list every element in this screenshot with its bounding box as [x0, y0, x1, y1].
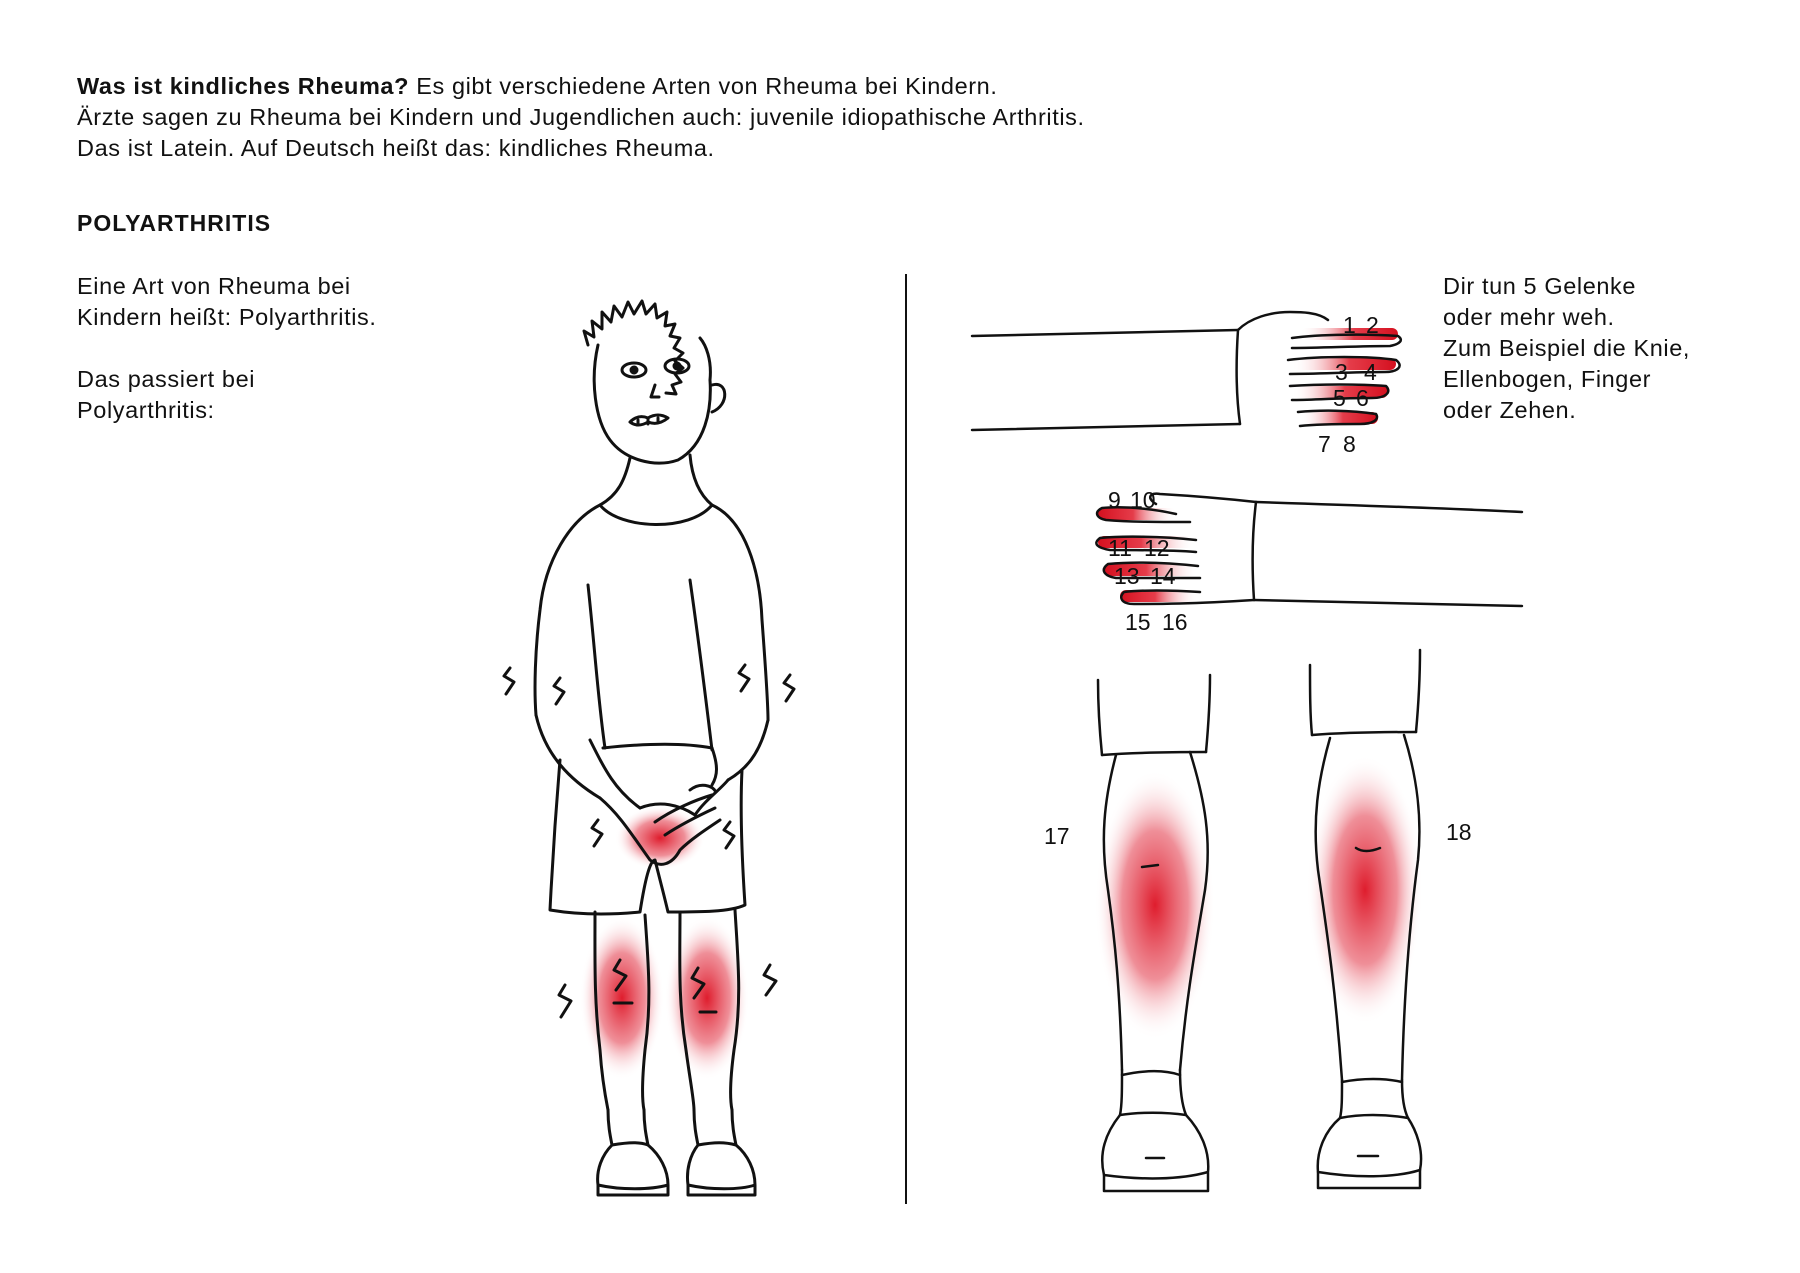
ear [712, 384, 725, 412]
hand-pain [615, 806, 705, 870]
joint-label-9: 9 [1108, 487, 1121, 513]
arm-right [712, 720, 768, 785]
joint-label-3: 3 [1335, 359, 1348, 385]
nose [651, 385, 659, 397]
joint-label-2: 2 [1366, 312, 1379, 338]
left-p1-line1: Eine Art von Rheuma bei [77, 273, 351, 299]
intro-line-2: Ärzte sagen zu Rheuma bei Kindern und Jugendlichen auch: juvenile idiopathische Arthritis. [77, 104, 1085, 130]
knee-pain-17 [1095, 770, 1215, 1040]
right-line-1: Dir tun 5 Gelenke [1443, 273, 1637, 299]
left-p2-line2: Polyarthritis: [77, 397, 215, 423]
knee-pain-left [580, 916, 664, 1080]
intro-line-3: Das ist Latein. Auf Deutsch heißt das: kindliches Rheuma. [77, 135, 715, 161]
joint-label-7: 7 [1318, 431, 1331, 457]
intro-line-1-rest: Es gibt verschiedene Arten von Rheuma bei Kindern. [409, 73, 998, 99]
left-p1-line2: Kindern heißt: Polyarthritis. [77, 304, 377, 330]
arm-left [536, 715, 640, 808]
right-line-2: oder mehr weh. [1443, 304, 1615, 330]
joint-label-15: 15 [1125, 609, 1151, 635]
joint-label-8: 8 [1343, 431, 1356, 457]
legs-drawing [1095, 650, 1423, 1191]
left-p2-line1: Das passiert bei [77, 366, 256, 392]
intro-question: Was ist kindliches Rheuma? [77, 73, 410, 99]
right-line-5: oder Zehen. [1443, 397, 1577, 423]
right-line-4: Ellenbogen, Finger [1443, 366, 1652, 392]
joint-label-18: 18 [1446, 819, 1472, 845]
joint-label-6: 6 [1356, 385, 1369, 411]
joint-label-10: 10 [1130, 487, 1156, 513]
joint-numbers [1044, 312, 1472, 849]
mouth [630, 415, 668, 425]
joint-label-13: 13 [1114, 563, 1140, 589]
shoe-left [598, 1145, 668, 1195]
joint-label-14: 14 [1150, 563, 1176, 589]
joint-label-1: 1 [1343, 312, 1356, 338]
child-figure [504, 301, 794, 1195]
right-line-3: Zum Beispiel die Knie, [1443, 335, 1691, 361]
section-heading: POLYARTHRITIS [77, 210, 272, 236]
joint-label-11: 11 [1108, 535, 1132, 561]
joint-label-5: 5 [1333, 385, 1346, 411]
joint-label-17: 17 [1044, 823, 1070, 849]
joint-label-4: 4 [1364, 359, 1377, 385]
head [594, 338, 710, 463]
joint-label-12: 12 [1144, 535, 1170, 561]
joint-label-16: 16 [1162, 609, 1188, 635]
shoe-right [687, 1145, 755, 1195]
